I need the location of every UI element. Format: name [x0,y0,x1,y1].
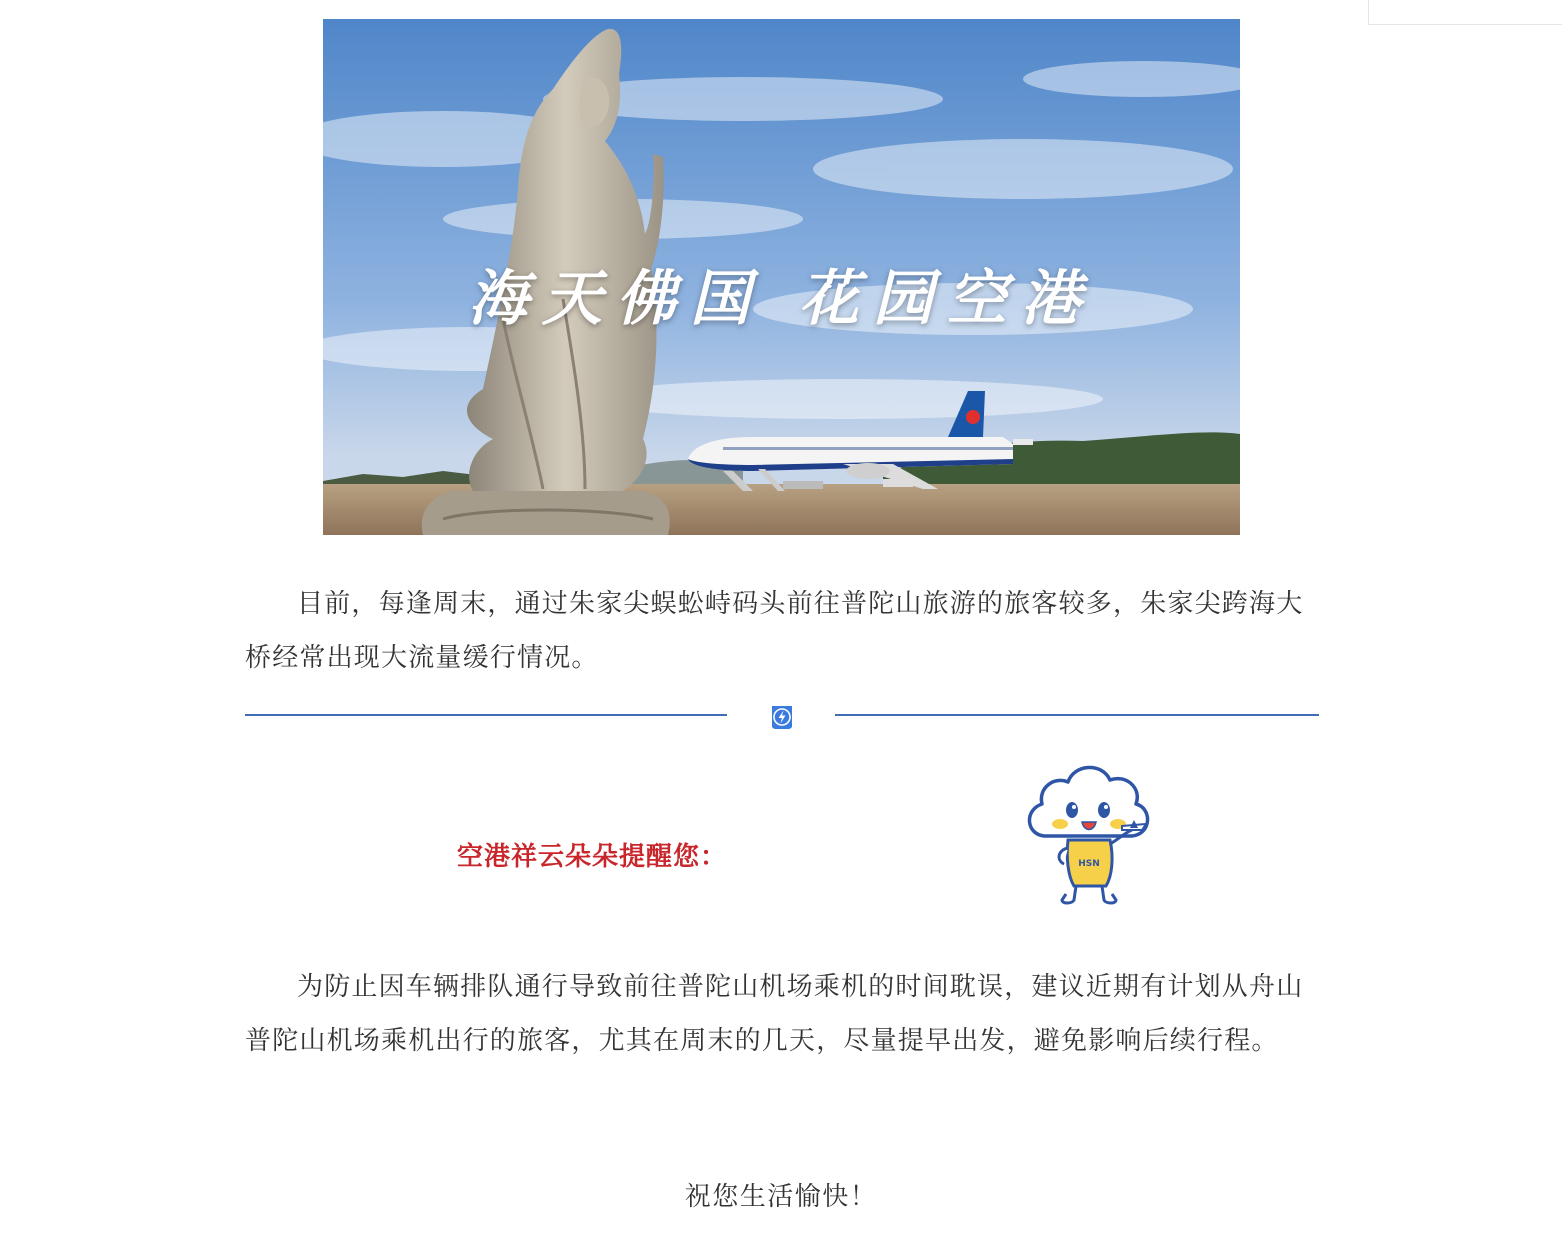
divider-left-line [245,714,727,716]
hero-title: 海天佛国 花园空港 [468,264,1095,334]
advice-paragraph: 为防止因车辆排队通行导致前往普陀山机场乘机的时间耽误，建议近期有计划从舟山普陀山机场乘机出行的旅客，尤其在周末的几天，尽量提早出发，避免影响后续行程。 [245,972,1304,1056]
lightning-icon [768,702,796,730]
reminder-heading: 空港祥云朵朵提醒您： [457,842,728,872]
divider-right-line [835,714,1319,716]
corner-panel [1368,0,1562,25]
hero-image [323,19,1240,535]
cloud-mascot-icon [1022,758,1154,908]
intro-paragraph: 目前，每逢周末，通过朱家尖蜈蚣峙码头前往普陀山旅游的旅客较多，朱家尖跨海大桥经常出现大流量缓行情况。 [245,589,1304,673]
mascot-badge: HSN [1078,859,1100,869]
closing-greeting: 祝您生活愉快！ [684,1182,878,1212]
